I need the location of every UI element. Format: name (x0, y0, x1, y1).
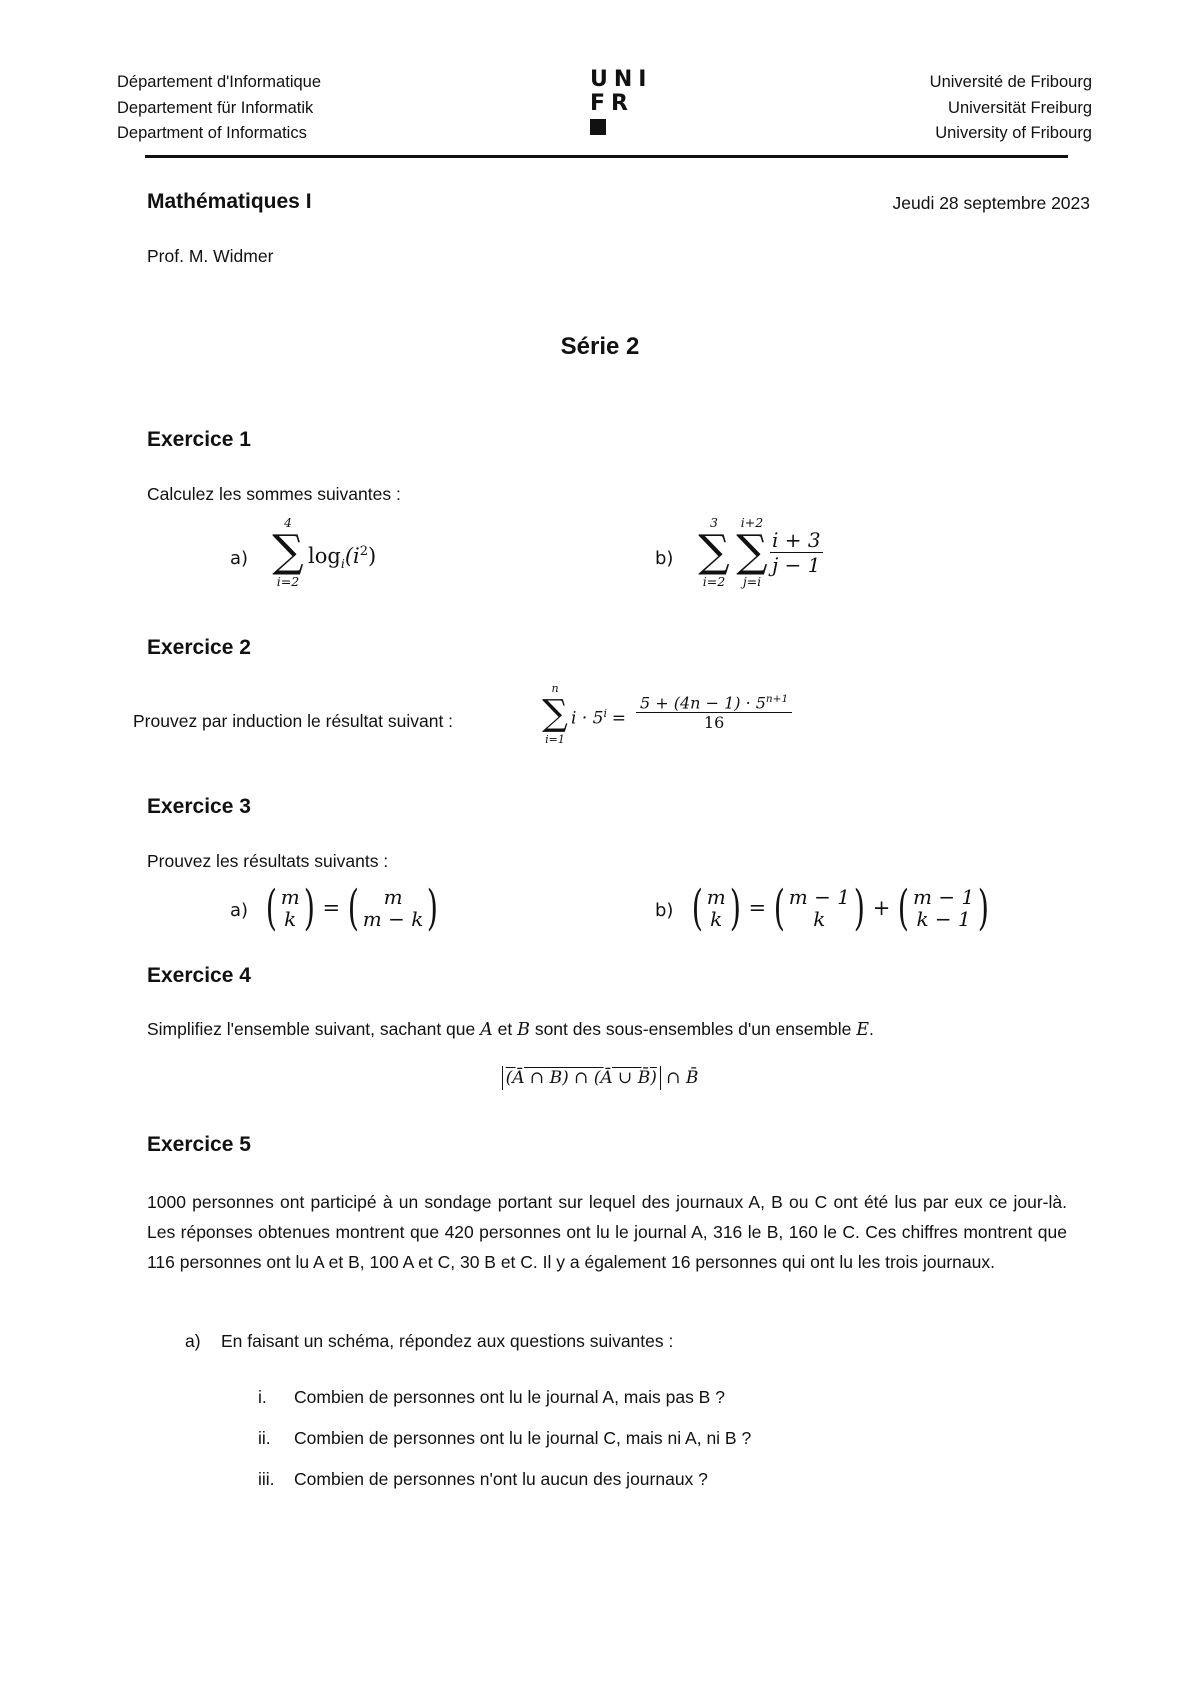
exercise-3-title: Exercice 3 (147, 795, 251, 818)
exercise-2-title: Exercice 2 (147, 636, 251, 659)
sigma-icon: ∑ (542, 693, 568, 734)
binomial: ( m k ) (691, 880, 741, 936)
exercise-1b-outer-sum: 3 ∑ i=2 (692, 515, 736, 589)
university-fr: Université de Fribourg (929, 73, 1092, 91)
header-right-block (930, 70, 1092, 147)
exercise-3-instruction: Prouvez les résultats suivants : (147, 851, 389, 871)
question-text: Combien de personnes ont lu le journal C, mais ni A, ni B ? (294, 1428, 752, 1448)
exercise-2-term: $i \cdot 5^i$ = (571, 707, 626, 729)
logo-square-icon (590, 119, 606, 135)
exercise-1-title: Exercice 1 (147, 428, 251, 451)
course-date: Jeudi 28 septembre 2023 (892, 193, 1090, 213)
exercise-1a-label: a) (230, 548, 249, 569)
sum-upper: 4 (284, 515, 292, 530)
sigma-icon: ∑ (698, 526, 730, 577)
sigma-icon: ∑ (736, 526, 768, 577)
exercise-1b-fraction: $\frac{i + 3}{j - 1}$ (772, 528, 821, 577)
logo-fr: FR (590, 91, 634, 116)
question-number: i. (258, 1387, 267, 1407)
exercise-1b-label: b) (655, 548, 674, 569)
professor-name: Prof. M. Widmer (147, 246, 274, 266)
sum-lower: i=2 (276, 574, 300, 589)
exercise-1-instruction: Calculez les sommes suivantes : (147, 484, 401, 504)
exercise-5-paragraph: 1000 personnes ont participé à un sondage portant sur lequel des journaux A, B ou C ont été lus par eux ce jour-là. Les réponses obtenues montrent que 420 personnes ont lu le journal A, 316 le B, 160 le C. Ces chiffres montrent que 116 personnes ont lu A et B, 100 A et C, 30 B et C. Il y a également 16 personnes qui ont lu les trois journaux. (147, 1192, 1067, 1272)
sigma-icon: ∑ (272, 526, 304, 577)
logo-uni: UNI (590, 67, 653, 92)
header-left-block (117, 70, 321, 147)
header-divider (145, 155, 1068, 158)
exercise-3a-label: a) (230, 900, 249, 921)
binomial: ( m − 1 k ) (773, 880, 865, 936)
exercise-1b-inner-sum: i+2 ∑ j=i (730, 515, 774, 589)
question-number: iii. (258, 1469, 275, 1489)
binomial: ( m − 1 k − 1 ) (898, 880, 990, 936)
exercise-5a-text: En faisant un schéma, répondez aux questions suivantes : (221, 1331, 674, 1351)
exercise-5-title: Exercice 5 (147, 1133, 251, 1156)
exercise-4-title: Exercice 4 (147, 964, 251, 987)
department-de: Departement für Informatik (117, 98, 314, 117)
department-fr: Département d'Informatique (117, 73, 322, 91)
exercise-2-fraction: $\frac{5 + (4n - 1) \cdot 5^{n+1}}{16}$ (636, 693, 792, 732)
exercise-5a-label: a) (185, 1331, 201, 1351)
binomial: ( m k ) (265, 880, 315, 936)
exercise-1a-term: $\log_i(i^2)$ (308, 544, 377, 572)
question-number: ii. (258, 1428, 271, 1448)
university-de: Universität Freiburg (948, 98, 1092, 117)
exercise-3b-label: b) (655, 900, 674, 921)
university-en: University of Fribourg (935, 124, 1092, 142)
question-text: Combien de personnes ont lu le journal A, mais pas B ? (294, 1387, 725, 1407)
department-en: Department of Informatics (117, 124, 307, 142)
exercise-3b-identity: ( m k ) = ( m − 1 k ) + ( m − 1 k − 1 ) (688, 884, 993, 932)
exercise-4-expression: (Ā ∩ B) ∩ (Ā ∪ B̄) ∩ B̄ (0, 1066, 1200, 1090)
question-text: Combien de personnes n'ont lu aucun des journaux ? (294, 1469, 708, 1489)
series-title: Série 2 (560, 333, 640, 360)
exercise-4-instruction: Simplifiez l'ensemble suivant, sachant que A et B sont des sous-ensembles d'un ensemble E. (147, 1019, 874, 1040)
exercise-2-instruction: Prouvez par induction le résultat suivant : (133, 711, 454, 731)
binomial: ( m m − k ) (347, 880, 439, 936)
university-logo (590, 68, 656, 135)
exercise-2-sum: n ∑ i=1 (533, 682, 577, 746)
course-title: Mathématiques I (147, 190, 312, 213)
exercise-3a-identity: ( m k ) = ( m m − k ) (262, 884, 442, 932)
exercise-1a-sum (266, 515, 310, 589)
